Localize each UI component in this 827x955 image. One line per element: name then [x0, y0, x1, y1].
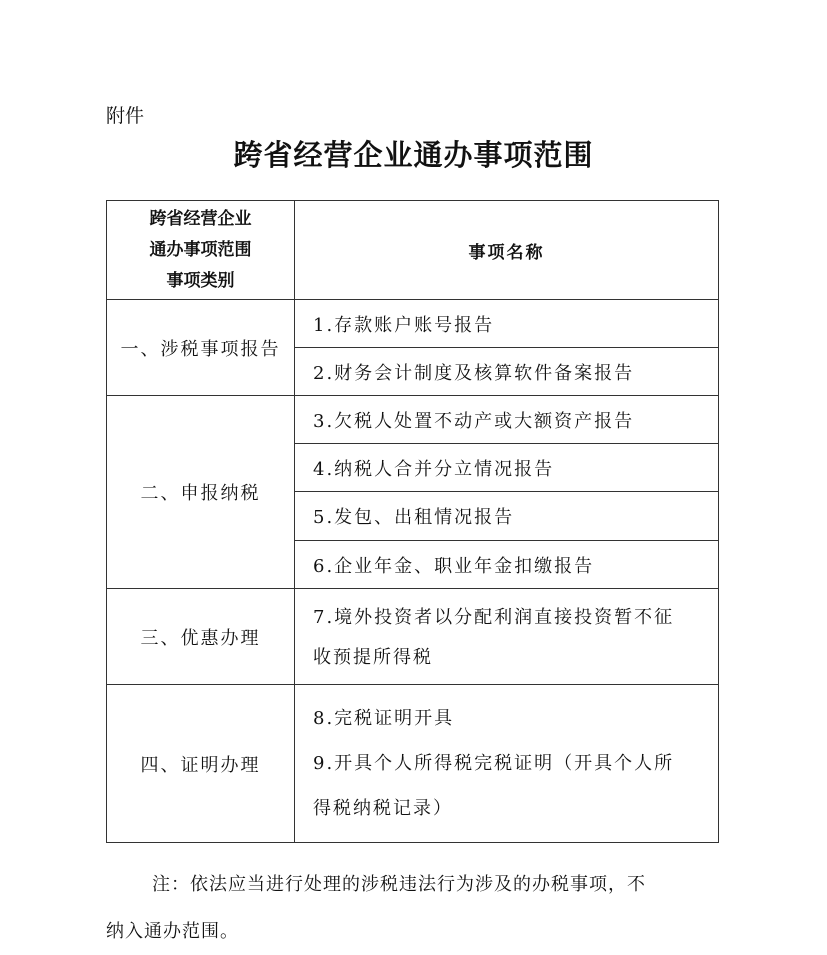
item-line: 收预提所得税: [313, 646, 433, 668]
header-category-line: 事项类别: [166, 270, 235, 291]
item-line: 7.境外投资者以分配利润直接投资暂不征: [313, 606, 675, 628]
table-row: [107, 396, 719, 444]
item-cell: 3.欠税人处置不动产或大额资产报告: [295, 396, 719, 444]
item-line: 得税纳税记录）: [313, 798, 453, 819]
header-item-name: 事项名称: [295, 201, 719, 300]
item-line: 9.开具个人所得税完税证明（开具个人所: [313, 753, 675, 774]
item-cell: [295, 685, 719, 843]
table-row: [107, 685, 719, 843]
category-cell: 二、申报纳税: [107, 396, 295, 589]
item-cell: 1.存款账户账号报告: [295, 300, 719, 348]
footnote-line: 注：依法应当进行处理的涉税违法行为涉及的办税事项，不: [152, 874, 646, 895]
category-cell: 一、涉税事项报告: [107, 300, 295, 396]
header-category-line: 跨省经营企业: [149, 208, 252, 229]
page-title: 跨省经营企业通办事项范围: [233, 138, 594, 172]
item-cell: 6.企业年金、职业年金扣缴报告: [295, 541, 719, 589]
item-cell: 2.财务会计制度及核算软件备案报告: [295, 348, 719, 396]
table-header-row: [107, 201, 719, 300]
scope-table: [106, 200, 719, 843]
table-row: [107, 300, 719, 348]
category-cell: 四、证明办理: [107, 685, 295, 843]
item-cell: 4.纳税人合并分立情况报告: [295, 444, 719, 492]
header-category: [107, 201, 295, 300]
item-cell: 5.发包、出租情况报告: [295, 492, 719, 541]
header-category-line: 通办事项范围: [149, 239, 252, 260]
attachment-label: 附件: [106, 105, 145, 127]
item-cell: [295, 589, 719, 685]
table-row: [107, 589, 719, 685]
item-line: 8.完税证明开具: [313, 708, 455, 729]
footnote-line: 纳入通办范围。: [106, 921, 239, 942]
category-cell: 三、优惠办理: [107, 589, 295, 685]
footnote: [106, 861, 726, 955]
